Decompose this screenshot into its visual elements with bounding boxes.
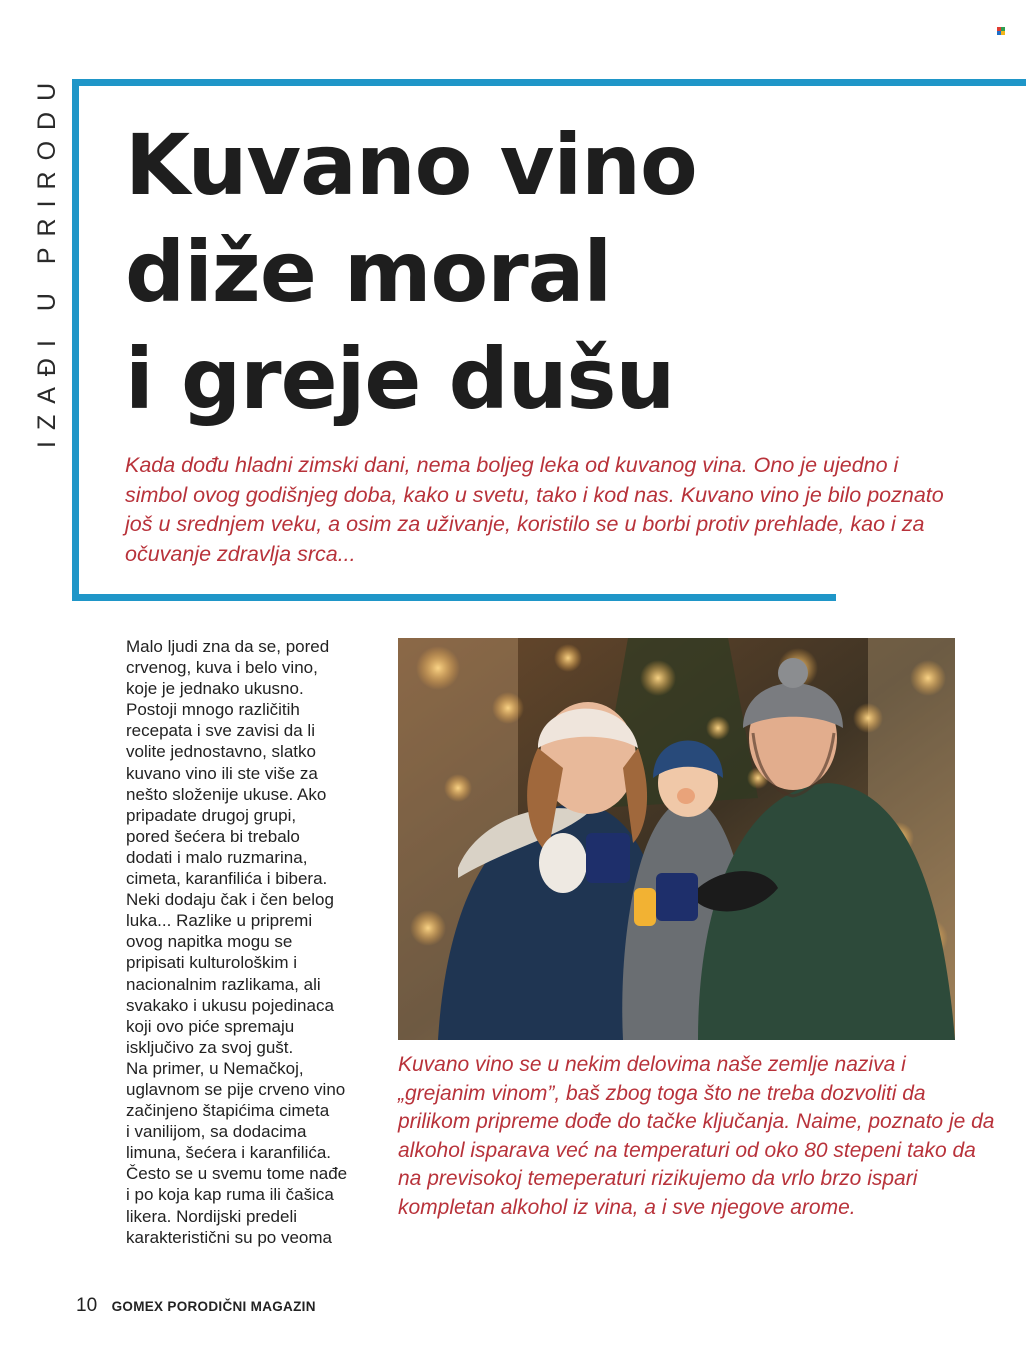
frame-top-rule bbox=[72, 79, 1026, 86]
body-column bbox=[126, 636, 376, 1248]
body-line: ovog napitka mogu se bbox=[126, 932, 293, 952]
body-line: koji ovo piće spremaju bbox=[126, 1016, 295, 1036]
body-line: pripisati kulturološkim i bbox=[126, 953, 297, 973]
body-line: i po koja kap ruma ili čašica bbox=[126, 1185, 334, 1205]
logo-mark-icon bbox=[997, 27, 1005, 35]
body-line: likera. Nordijski predeli bbox=[126, 1206, 298, 1226]
frame-left-rule bbox=[72, 79, 79, 601]
body-line: cimeta, karanfilića i bibera. bbox=[126, 869, 328, 889]
article-title bbox=[125, 112, 1005, 433]
body-line: karakteristični su po veoma bbox=[126, 1227, 332, 1247]
body-line: nešto složenije ukuse. Ako bbox=[126, 784, 327, 804]
body-line: Često se u svemu tome nađe bbox=[126, 1164, 348, 1184]
body-line: dodati i malo ruzmarina, bbox=[126, 847, 308, 867]
body-line: Postoji mnogo različitih bbox=[126, 700, 300, 720]
body-line: koje je jednako ukusno. bbox=[126, 679, 304, 699]
body-line: limuna, šećera i karanfilića. bbox=[126, 1143, 332, 1163]
body-line: volite jednostavno, slatko bbox=[126, 742, 316, 762]
magazine-name: GOMEX PORODIČNI MAGAZIN bbox=[111, 1299, 316, 1314]
body-line: recepata i sve zavisi da li bbox=[126, 721, 315, 741]
page-footer bbox=[76, 1294, 316, 1318]
body-line: isključivo za svoj gušt. bbox=[126, 1037, 294, 1057]
body-line: i vanilijom, sa dodacima bbox=[126, 1122, 307, 1142]
body-line: Neki dodaju čak i čen belog bbox=[126, 890, 334, 910]
body-line: pored šećera bi trebalo bbox=[126, 826, 300, 846]
title-line: i greje dušu bbox=[125, 330, 675, 428]
family-winter-market-photo bbox=[398, 638, 955, 1040]
body-line: začinjeno štapićima cimeta bbox=[126, 1101, 330, 1121]
page-number: 10 bbox=[76, 1295, 98, 1316]
body-line: pripadate drugoj grupi, bbox=[126, 805, 297, 825]
body-line: kuvano vino ili ste više za bbox=[126, 763, 318, 783]
body-line: luka... Razlike u pripremi bbox=[126, 911, 313, 931]
photo-caption: Kuvano vino se u nekim delovima naše zemlje naziva i „grejanim vinom”, baš zbog toga što ne treba dozvoliti da prilikom pripreme dođe do tačke ključanja. Naime, poznato je da alkohol isparava već na temperaturi od oko 80 stepeni tako da na previsokoj temeperaturi rizikujemo da vrlo brzo ispari kompletan alkohol iz vina, a i sve njegove arome. bbox=[398, 1053, 995, 1219]
body-line: Na primer, u Nemačkoj, bbox=[126, 1058, 304, 1078]
body-line: svakako i ukusu pojedinaca bbox=[126, 995, 334, 1015]
body-line: Malo ljudi zna da se, pored bbox=[126, 637, 330, 656]
body-line: crvenog, kuva i belo vino, bbox=[126, 658, 318, 678]
section-label: IZAĐI U PRIRODU bbox=[33, 71, 61, 448]
body-line: nacionalnim razlikama, ali bbox=[126, 974, 321, 994]
body-line: uglavnom se pije crveno vino bbox=[126, 1079, 346, 1099]
title-line: diže moral bbox=[125, 223, 612, 321]
title-line: Kuvano vino bbox=[125, 116, 697, 214]
lead-paragraph: Kada dođu hladni zimski dani, nema boljeg leka od kuvanog vina. Ono je ujedno i simbol ovog godišnjeg doba, kako u svetu, tako i kod nas. Kuvano vino je bilo poznato još u srednjem veku, a osim za uživanje, koristilo se u borbi protiv prehlade, kao i za očuvanje zdravlja srca... bbox=[125, 453, 944, 566]
frame-bottom-rule bbox=[72, 594, 836, 601]
